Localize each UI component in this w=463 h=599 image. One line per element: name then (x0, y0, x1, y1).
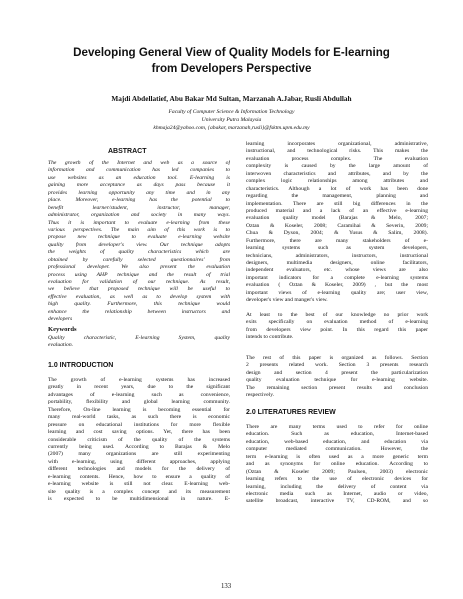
text-line: Thus it is important to evaluate e-learning from these (48, 219, 230, 226)
right-paragraph-4 (246, 424, 428, 506)
author-list: Majdi Abdellatief, Abu Bakar Md Sultan, Marzanah A.Jabar, Rusli Abdullah (111, 94, 352, 103)
text-line: exits specifically on evaluation method of e-learning (246, 319, 428, 326)
text-line: we believe that proposed technique will be useful to (48, 286, 230, 293)
text-line: administrator, organization and society in many ways. (48, 212, 230, 219)
text-line: learning and cost saving options. Yet, there has been (48, 429, 230, 436)
right-paragraph-3 (246, 355, 428, 400)
text-line: term e-learning is often used as a more generic term (246, 453, 428, 460)
text-line: There are many terms used to refer for online (246, 424, 428, 430)
text-line: education. Such as education, Internet-based (246, 431, 428, 438)
text-line: At least to the best of our knowledge no prior work (246, 312, 428, 318)
paper-title (40, 45, 423, 77)
text-line: technicians, administrators, instructors, instructional (246, 252, 428, 259)
text-line: effective evaluation, as well as to develop system with (48, 293, 230, 300)
affiliation (60, 108, 403, 132)
text-line: professional developer. We also present the evaluation (48, 264, 230, 271)
text-line: important views of e-learning quality are; user view, (246, 289, 428, 296)
text-line: portability, flexibility and global learning community. (48, 399, 230, 406)
text-line: education, web-based education, and education via (246, 438, 428, 445)
affiliation-faculty: Faculty of Computer Science & Information Technology (168, 109, 295, 115)
text-line: developers (48, 316, 73, 323)
text-line: important indicators for a complete e-learning systems (246, 274, 428, 281)
text-line: pressure on educational institutions for more flexible (48, 421, 230, 428)
text-line: considerable criticism of the quality of the systems (48, 436, 230, 443)
text-line: greatly in recent years, due to the significant (48, 384, 230, 391)
keywords-text (48, 335, 230, 350)
introduction-heading: 1.0 INTRODUCTION (48, 362, 114, 369)
abstract-heading: ABSTRACT (108, 148, 147, 155)
affiliation-emails: khmaja24@yahoo.com, {abakar, marzanah,rusli}@fsktm.upm.edu.my (153, 125, 310, 131)
text-line: Oztan & Koseler, 2008; Caramihai & Severin, 2009; (246, 222, 428, 229)
text-line: intends to contribute. (246, 334, 294, 341)
text-line: learning incorporates organizational, administrative, (246, 141, 428, 147)
text-line: produced material and a lack of an effective e-learning (246, 207, 428, 214)
introduction-text (48, 377, 230, 503)
text-line: many real-world tasks, as such there is economic (48, 414, 230, 421)
text-line: learning refers to the use of electronic devices for (246, 476, 428, 483)
right-paragraph-2 (246, 312, 428, 342)
text-line: evaluation for validation of our technique. As result, (48, 279, 230, 285)
text-line: Furthermore, there are many stakeholders of e- (246, 237, 428, 244)
text-line: The rest of this paper is organized as follows. Section (246, 355, 428, 361)
text-line: evaluation ( Oztan & Koseler, 2009) , but the most (246, 282, 428, 289)
text-line: benefit learner/student, instructor, manager, (48, 204, 230, 211)
text-line: quality from developer's view. Our technique adopts (48, 241, 230, 248)
text-line: process using AHP technique and the result of trial (48, 271, 230, 278)
text-line: (2007) many organizations are still experimenting (48, 451, 230, 458)
text-line: developer's view and manger's view. (246, 297, 328, 304)
text-line: currently being used. According to Barajas & Melo (48, 443, 230, 450)
text-line: information and communication has led companies to (48, 167, 230, 174)
text-line: learning systems such as system developers, (246, 245, 428, 252)
text-line: 2 presents related work. Section 3 presents research (246, 362, 428, 369)
text-line: interwoven characteristics and attributes, and by the (246, 170, 428, 177)
text-line: complex logic relationships among attributes and (246, 178, 428, 185)
text-line: high quality. Furthermore, this technique would (48, 301, 230, 308)
text-line: provides learning opportunity any time and in any (48, 189, 230, 196)
text-line: design and section 4 present the particularization (246, 369, 428, 376)
page-number: 133 (221, 583, 232, 590)
text-line: use websites as an education tool. E-learning is (48, 174, 230, 181)
text-line: computer mediated communication. However, the (246, 446, 428, 453)
text-line: Chua & Dyson, 2004; & Yusus & Salim, 2008). (246, 230, 428, 237)
text-line: respectively. (246, 392, 275, 399)
text-line: complexity is caused by the large amount of (246, 163, 428, 170)
text-line: evaluation process complex. The evaluation (246, 155, 428, 162)
text-line: various perspectives. The main aim of this work is to (48, 226, 230, 233)
title-line-2: from Developers Perspective (151, 62, 312, 75)
text-line: gaining more acceptance as days pass because it (48, 182, 230, 189)
text-line: quality evaluation technique for e-learning website. (246, 377, 428, 384)
text-line: e-learning website is still not clear. E-learning web- (48, 481, 230, 488)
abstract-text (48, 160, 230, 324)
text-line: evaluation quality model (Barajas & Melo, 2007; (246, 215, 428, 222)
text-line: the weights of quality characteristics which are (48, 249, 230, 256)
text-line: satellite broadcast, interactive TV, CD-ROM, and so (246, 498, 428, 505)
text-line: The growth of e-learning systems has increased (48, 377, 230, 383)
text-line: The growth of the Internet and web as a source of (48, 160, 230, 166)
text-line: regarding the management, planning and (246, 193, 428, 200)
text-line: electronic media such as Internet, audio or video, (246, 490, 428, 497)
right-paragraph-1 (246, 141, 428, 305)
text-line: implementation. There are still big differences in the (246, 200, 428, 207)
text-line: e-learning contents. Hence, how to ensure a quality of (48, 473, 230, 480)
text-line: (Oztan & Koseler 2009; Paulsen, 2003) electronic (246, 468, 428, 475)
text-line: learning, including the delivery of content via (246, 483, 428, 490)
text-line: obtained by carefully selected questionnaires' from (48, 256, 230, 263)
text-line: Therefore, On-line learning is becoming essential for (48, 406, 230, 413)
text-line: place. Moreover, e-learning has the potential to (48, 197, 230, 204)
text-line: from developers view point. In this regard this paper (246, 326, 428, 333)
text-line: characteristics. Although a lot of work has been done (246, 185, 428, 192)
text-line: instructional, and technological risks. This makes the (246, 148, 428, 155)
text-line: enhance the relationship between instructors and (48, 308, 230, 315)
title-line-1: Developing General View of Quality Models for E-learning (73, 46, 390, 59)
text-line: different technologies and models for the delivery of (48, 466, 230, 473)
text-line: designers, multimedia designers, online facilitators, (246, 260, 428, 266)
text-line: evaluation. (48, 342, 74, 349)
text-line: site quality is a complex concept and its measurement (48, 488, 230, 495)
affiliation-university: University Putra Malaysia (201, 117, 262, 123)
text-line: The remaining section present results and conclusion (246, 384, 428, 391)
text-line: and as synonyms for online education. According to (246, 461, 428, 468)
literature-review-heading: 2.0 LITERATURES REVIEW (246, 409, 336, 416)
text-line: propose new technique to evaluate e-learning website (48, 234, 230, 241)
text-line: Quality characteristic, E-learning System, quality (48, 335, 230, 341)
text-line: with e-learning, using different approaches, applying (48, 458, 230, 465)
text-line: is expected to be multidimensional in nature. E- (48, 496, 230, 502)
text-line: independent evaluators, etc. whose views are also (246, 267, 428, 274)
text-line: advantages of e-learning such as convenience, (48, 391, 230, 398)
keywords-heading: Keywords (48, 326, 77, 333)
